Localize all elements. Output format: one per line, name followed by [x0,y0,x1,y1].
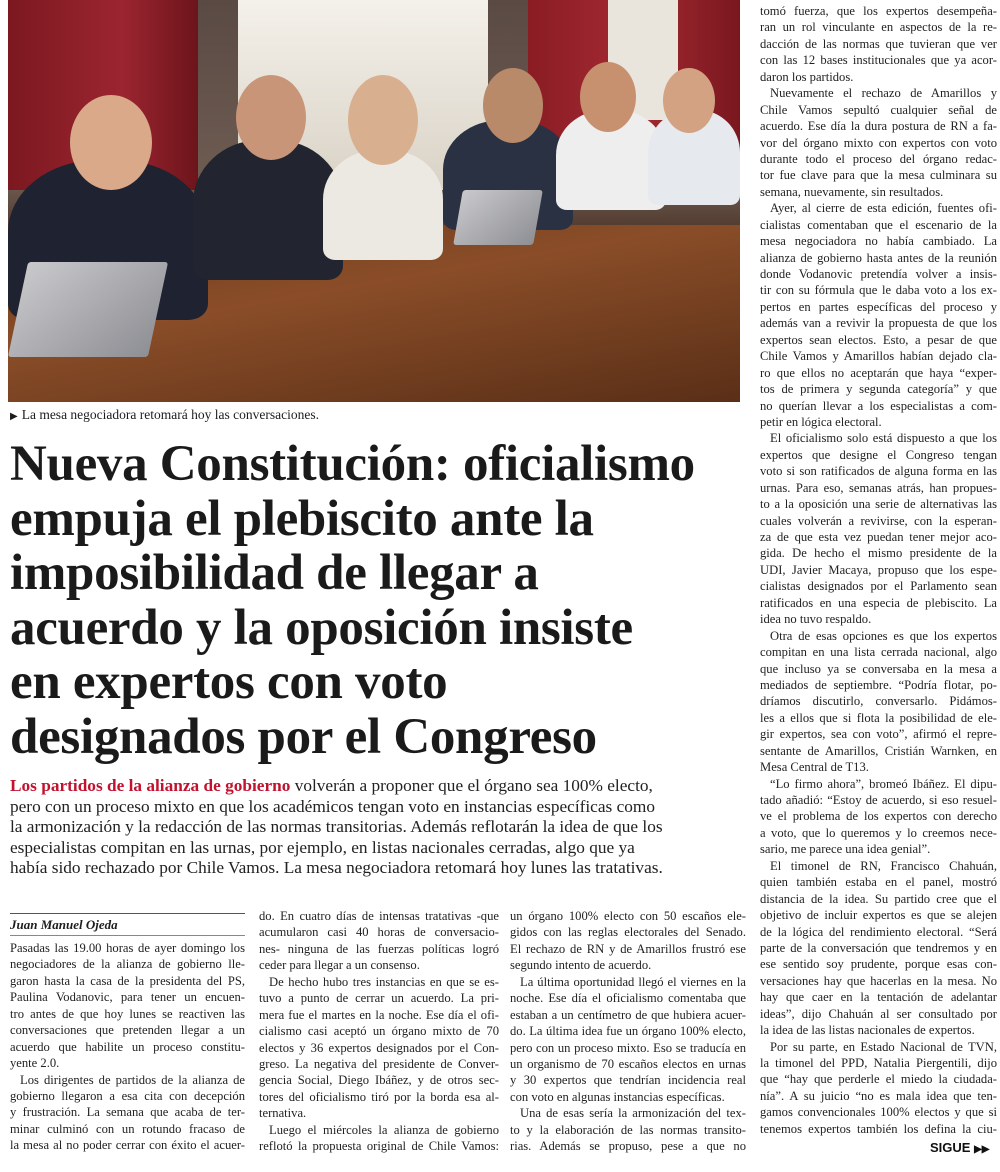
body-text-line: La última oportunidad llegó el viernes en la [520,974,746,989]
body-text-line: to a la oposición una serie de alternativas las [760,497,997,512]
body-text-line: Ayer, al cierre de esta edición, fuentes ofi- [770,201,997,216]
body-text-line: tomó fuerza, que los expertos desempeña- [760,4,997,18]
body-text-line: compitan en una lista cerrada nacional, algo [760,645,997,660]
body-text-line: petir en lógica electoral. [760,414,882,429]
body-text-line: mesa negociadora no había cambiado. La [760,234,997,249]
body-text-line: Nuevamente el rechazo de Amarillos y [770,86,997,101]
photo-laptop-1 [8,262,168,357]
body-text-line: tuvo a punto de cerrar un acuerdo. La pri- [259,991,499,1006]
body-text-line: objetivo de incluir expertos es que se alejen [760,908,997,923]
body-text-line: tos de primera y segunda categoría” y que [760,382,997,397]
body-text-line: la mesa al no poder cerrar con éxito el acuer- [10,1138,245,1153]
body-text-line: acuerdo que habilite un proceso constitu- [10,1039,245,1054]
lede-highlight: Los partidos de la alianza de gobierno [10,776,291,795]
headline-line: designados por el Congreso [10,708,597,765]
body-text-line: za de que esta vez puedan tener mejor aco- [760,530,997,544]
body-text-line: quien también estaba en el panel, mostró [760,875,997,890]
body-text-line: minar culminó con un rotundo fracaso de [10,1121,245,1136]
body-text-line: Los dirigentes de partidos de la alianza de [20,1072,245,1087]
body-text-line: con las 12 bases institucionales que ya acor- [760,53,997,68]
headline-line: imposibilidad de llegar a [10,545,539,601]
body-text-line: Por su parte, en Estado Nacional de TVN, [770,1039,997,1054]
body-text-line: El oficialismo solo está dispuesto a que los [770,431,997,446]
body-text-line: dríamos discutirlo, conversarlo. Pidámos- [760,694,997,709]
continue-marker [930,1140,989,1155]
body-text-line: rias. Además se propuso, pese a que no [510,1139,746,1154]
body-text-line: ve el problema de los expertos con derecho [760,809,997,824]
body-text-line: tir con su fórmula que le daba voto a los ex- [760,283,997,298]
body-text-line: nes- ninguna de las fuerzas políticas logró [259,941,499,956]
continue-label: SIGUE [930,1140,971,1155]
body-text-line: gencia Social, Diego Ibáñez, y de otros sec- [259,1073,499,1088]
body-text-line: ternativa. [259,1106,307,1121]
lede-line: volverán a proponer que el órgano sea 100% electo, [290,776,653,795]
body-text-line: la timonel del PPD, Natalia Piergentili, dijo [760,1056,997,1070]
byline-box [10,913,245,936]
body-text-line: mera fue el martes en la noche. Ese día el ofi- [259,1007,499,1022]
body-text-line: parte de la conversación que tendremos y en [760,940,997,955]
body-text-line: ideas”, dijo Chahuán al ser consultado por [760,1006,997,1021]
body-text-line: gobierno llegaron a esa cita con decepción [10,1088,245,1103]
body-text-line: no querían llevar a los especialistas a com- [760,398,997,413]
body-text-line: además van a revivir la propuesta de que los [760,316,997,331]
body-text-line: Pasadas las 19.00 horas de ayer domingo los [10,941,245,955]
body-text-line: Chile Vamos sepultó cualquier señal de [760,102,997,117]
lede-line: especialistas compitan en las urnas, por ejemplo, en listas nacionales cerradas, algo que ya [10,837,635,857]
body-text-line: tro antes de que hoy lunes se reactiven las [10,1006,245,1021]
body-text-line: a voto, que lo queremos y lo creemos nece- [760,825,997,840]
body-text-line: expertos que designe el Congreso tengan [760,447,997,462]
body-text-line: expertos sean electos. Esto, a pesar de que [760,332,997,347]
body-text-line: con voto en algunas instancias específicas. [510,1089,725,1104]
article-column-4 [760,3,997,1137]
body-text-line: ceder para llegar a un consenso. [259,958,420,973]
article-column-1 [10,940,245,1154]
lede-line: había sido rechazado por Chile Vamos. La mesa negociadora retomará hoy lunes las tratativas. [10,858,663,878]
body-text-line: y 30 expertos que tendrían incidencia real [510,1073,746,1088]
lede-line: pero con un proceso mixto en que los académicos tengan voto en instancias específicas como [10,796,655,816]
body-text-line: garon hasta la casa de la presidenta del PS, [10,973,245,988]
body-text-line: Paulina Vodanovic, para tener un encuen- [10,990,245,1005]
body-text-line: tenemos expertos también los defina la ciu- [760,1121,997,1136]
photo-head-4 [483,68,543,143]
play-triangle-icon: ▶ [10,411,18,422]
body-text-line: Chile Vamos y Amarillos habían dejado cla- [760,349,997,364]
body-text-line: vor del órgano mixto con expertos con voto [760,135,997,150]
body-text-line: sario, me parece una idea genial”. [760,842,931,857]
body-text-line: acumularon casi 40 horas de conversacio- [259,925,499,940]
double-play-arrow-icon: ▶▶ [974,1144,990,1155]
body-text-line: tado añadió: “Estoy de acuerdo, si eso resuel- [760,793,997,807]
body-text-line: versaciones hay que hacerlas en la mesa. No [760,973,997,988]
headline-line: Nueva Constitución: oficialismo [10,436,695,492]
body-text-line: que “hay que perderle el miedo la ciudada- [760,1072,997,1087]
body-text-line: un organismo de 70 escaños electos en urnas [510,1056,746,1071]
body-text-line: Luego el miércoles la alianza de gobierno [269,1122,499,1137]
body-text-line: distancia de la idea. Su partido cree que el [760,891,997,906]
headline-line: empuja el plebiscito ante la [10,490,594,547]
caption-text: La mesa negociadora retomará hoy las conversaciones. [21,407,319,422]
photo-laptop-2 [453,190,543,245]
photo-person-3 [323,150,443,260]
body-text-line: idea no tuvo respaldo. [760,612,872,627]
body-text-line: cialismo casi aceptó un órgano mixto de 70 [259,1024,499,1039]
body-text-line: negociadores de la alianza de gobierno lle- [10,957,245,972]
lede-line: la armonización y la redacción de las normas transitorias. Además reflotarán la idea de que los [10,817,663,837]
body-text-line: “Lo firmo ahora”, bromeó Ibáñez. El dipu- [770,776,997,791]
body-text-line: De hecho hubo tres instancias en que se es- [269,974,499,989]
headline-line: acuerdo y la oposición insiste [10,599,633,656]
body-text-line: to y la elaboración de las normas transito- [510,1122,746,1137]
article-lede [10,776,750,879]
body-text-line: pertos en partes específicas del proceso y [760,299,997,314]
body-text-line: do. La última idea fue un órgano 100% electo, [510,1024,746,1039]
body-text-line: gir expertos, sea con voto”, afirmó el repre- [760,727,997,742]
body-text-line: electos y 36 expertos designados por el Con- [259,1040,499,1055]
photo-head-1 [70,95,152,190]
body-text-line: greso. La negativa del presidente de Conver- [259,1056,499,1071]
body-text-line: gamos convencionales 100% electos y que si [760,1105,997,1120]
article-column-2 [259,908,499,1155]
body-text-line: dacción de las normas que tuvieran que ver [760,36,997,51]
body-text-line: noche. Ese día el oficialismo comentaba que [510,991,746,1006]
body-text-line: cialistas comentaban que el escenario de la [760,217,997,232]
article-photo [8,0,740,402]
article-headline [10,437,750,764]
photo-head-6 [663,68,715,133]
body-text-line: tor fue clave para que la mesa culminara su [760,168,997,183]
photo-head-2 [236,75,306,160]
body-text-line: gidos con las reglas electorales del Senado. [510,925,746,940]
body-text-line: Otra de esas opciones es que los expertos [770,628,997,643]
body-text-line: hay que caer en la tentación de adelantar [760,990,997,1005]
body-text-line: ratificados en una especia de plebiscito. La [760,595,997,610]
body-text-line: conversaciones que pretenden llegar a un [10,1023,245,1038]
photo-person-2 [193,140,343,280]
body-text-line: alianza de gobierno hasta antes de la reunión [760,250,997,265]
photo-head-5 [580,62,636,132]
body-text-line: daron los partidos. [760,69,854,84]
body-text-line: donde Vodanovic pretendía volver a insis- [760,267,997,281]
body-text-line: ese sentido soy prudente, porque esas con- [760,957,997,972]
body-text-line: El rechazo de RN y de Amarillos frustró ese [510,941,746,956]
body-text-line: ran un rol vinculante en aspectos de la re- [760,20,997,35]
body-text-line: un órgano 100% electo con 50 escaños ele- [510,909,746,923]
body-text-line: Una de esas sería la armonización del tex- [520,1106,746,1121]
body-text-line: que incluso ya se conversaba en la mesa a [760,661,997,676]
body-text-line: Mesa Central de T13. [760,760,869,775]
body-text-line: voto si son ratificados de alguna forma en las [760,464,997,479]
body-text-line: semana, nuevamente, sin resultados. [760,184,944,199]
body-text-line: y frustración. La semana que acaba de ter- [10,1105,245,1120]
body-text-line: la idea de las listas nacionales de expertos. [760,1023,975,1038]
body-text-line: de la lógica del rendimiento electoral. “Será [760,924,997,939]
body-text-line: cuales volverán a revivirse, con la esperan- [760,513,997,528]
body-text-line: durante todo el proceso del órgano redac- [760,151,997,166]
body-text-line: pero con un proceso mixto. Eso se traducía en [510,1040,746,1055]
body-text-line: ro que ellos no aceptarán que haya “exper- [760,365,997,380]
body-text-line: UDI, Javier Macaya, propuso que los espe- [760,562,997,577]
byline: Juan Manuel Ojeda [10,917,118,932]
body-text-line: estaban a un centímetro de que hubiera acuer- [510,1007,746,1022]
body-text-line: tores del oficialismo tiró por la borda esa al- [259,1089,499,1104]
body-text-line: acuerdo. Ese día la dura postura de RN a fa- [760,119,997,134]
body-text-line: les a ellos que si flota la posibilidad de ele- [760,710,997,725]
body-text-line: gida. De hecho el mismo presidente de la [760,546,997,561]
body-text-line: cialistas designados por el Parlamento sean [760,579,997,594]
photo-head-3 [348,75,418,165]
body-text-line: mediados de septiembre. “Podría flotar, po- [760,677,997,692]
body-text-line: urnas. Para eso, semanas atrás, han propues- [760,480,997,495]
article-column-3 [510,908,746,1155]
body-text-line: El timonel de RN, Francisco Chahuán, [770,858,997,873]
body-text-line: nía”. A su juicio “no es mala idea que ten- [760,1088,997,1103]
body-text-line: sentante de Amarillos, Cristián Warnken, en [760,743,997,758]
body-text-line: yente 2.0. [10,1056,60,1071]
headline-line: en expertos con voto [10,654,448,710]
body-text-line: reflotó la propuesta original de Chile Vamos: [259,1139,499,1154]
photo-caption [10,407,319,423]
body-text-line: do. En cuatro días de intensas tratativas -que [259,909,499,923]
body-text-line: segundo intento de acuerdo. [510,958,652,973]
